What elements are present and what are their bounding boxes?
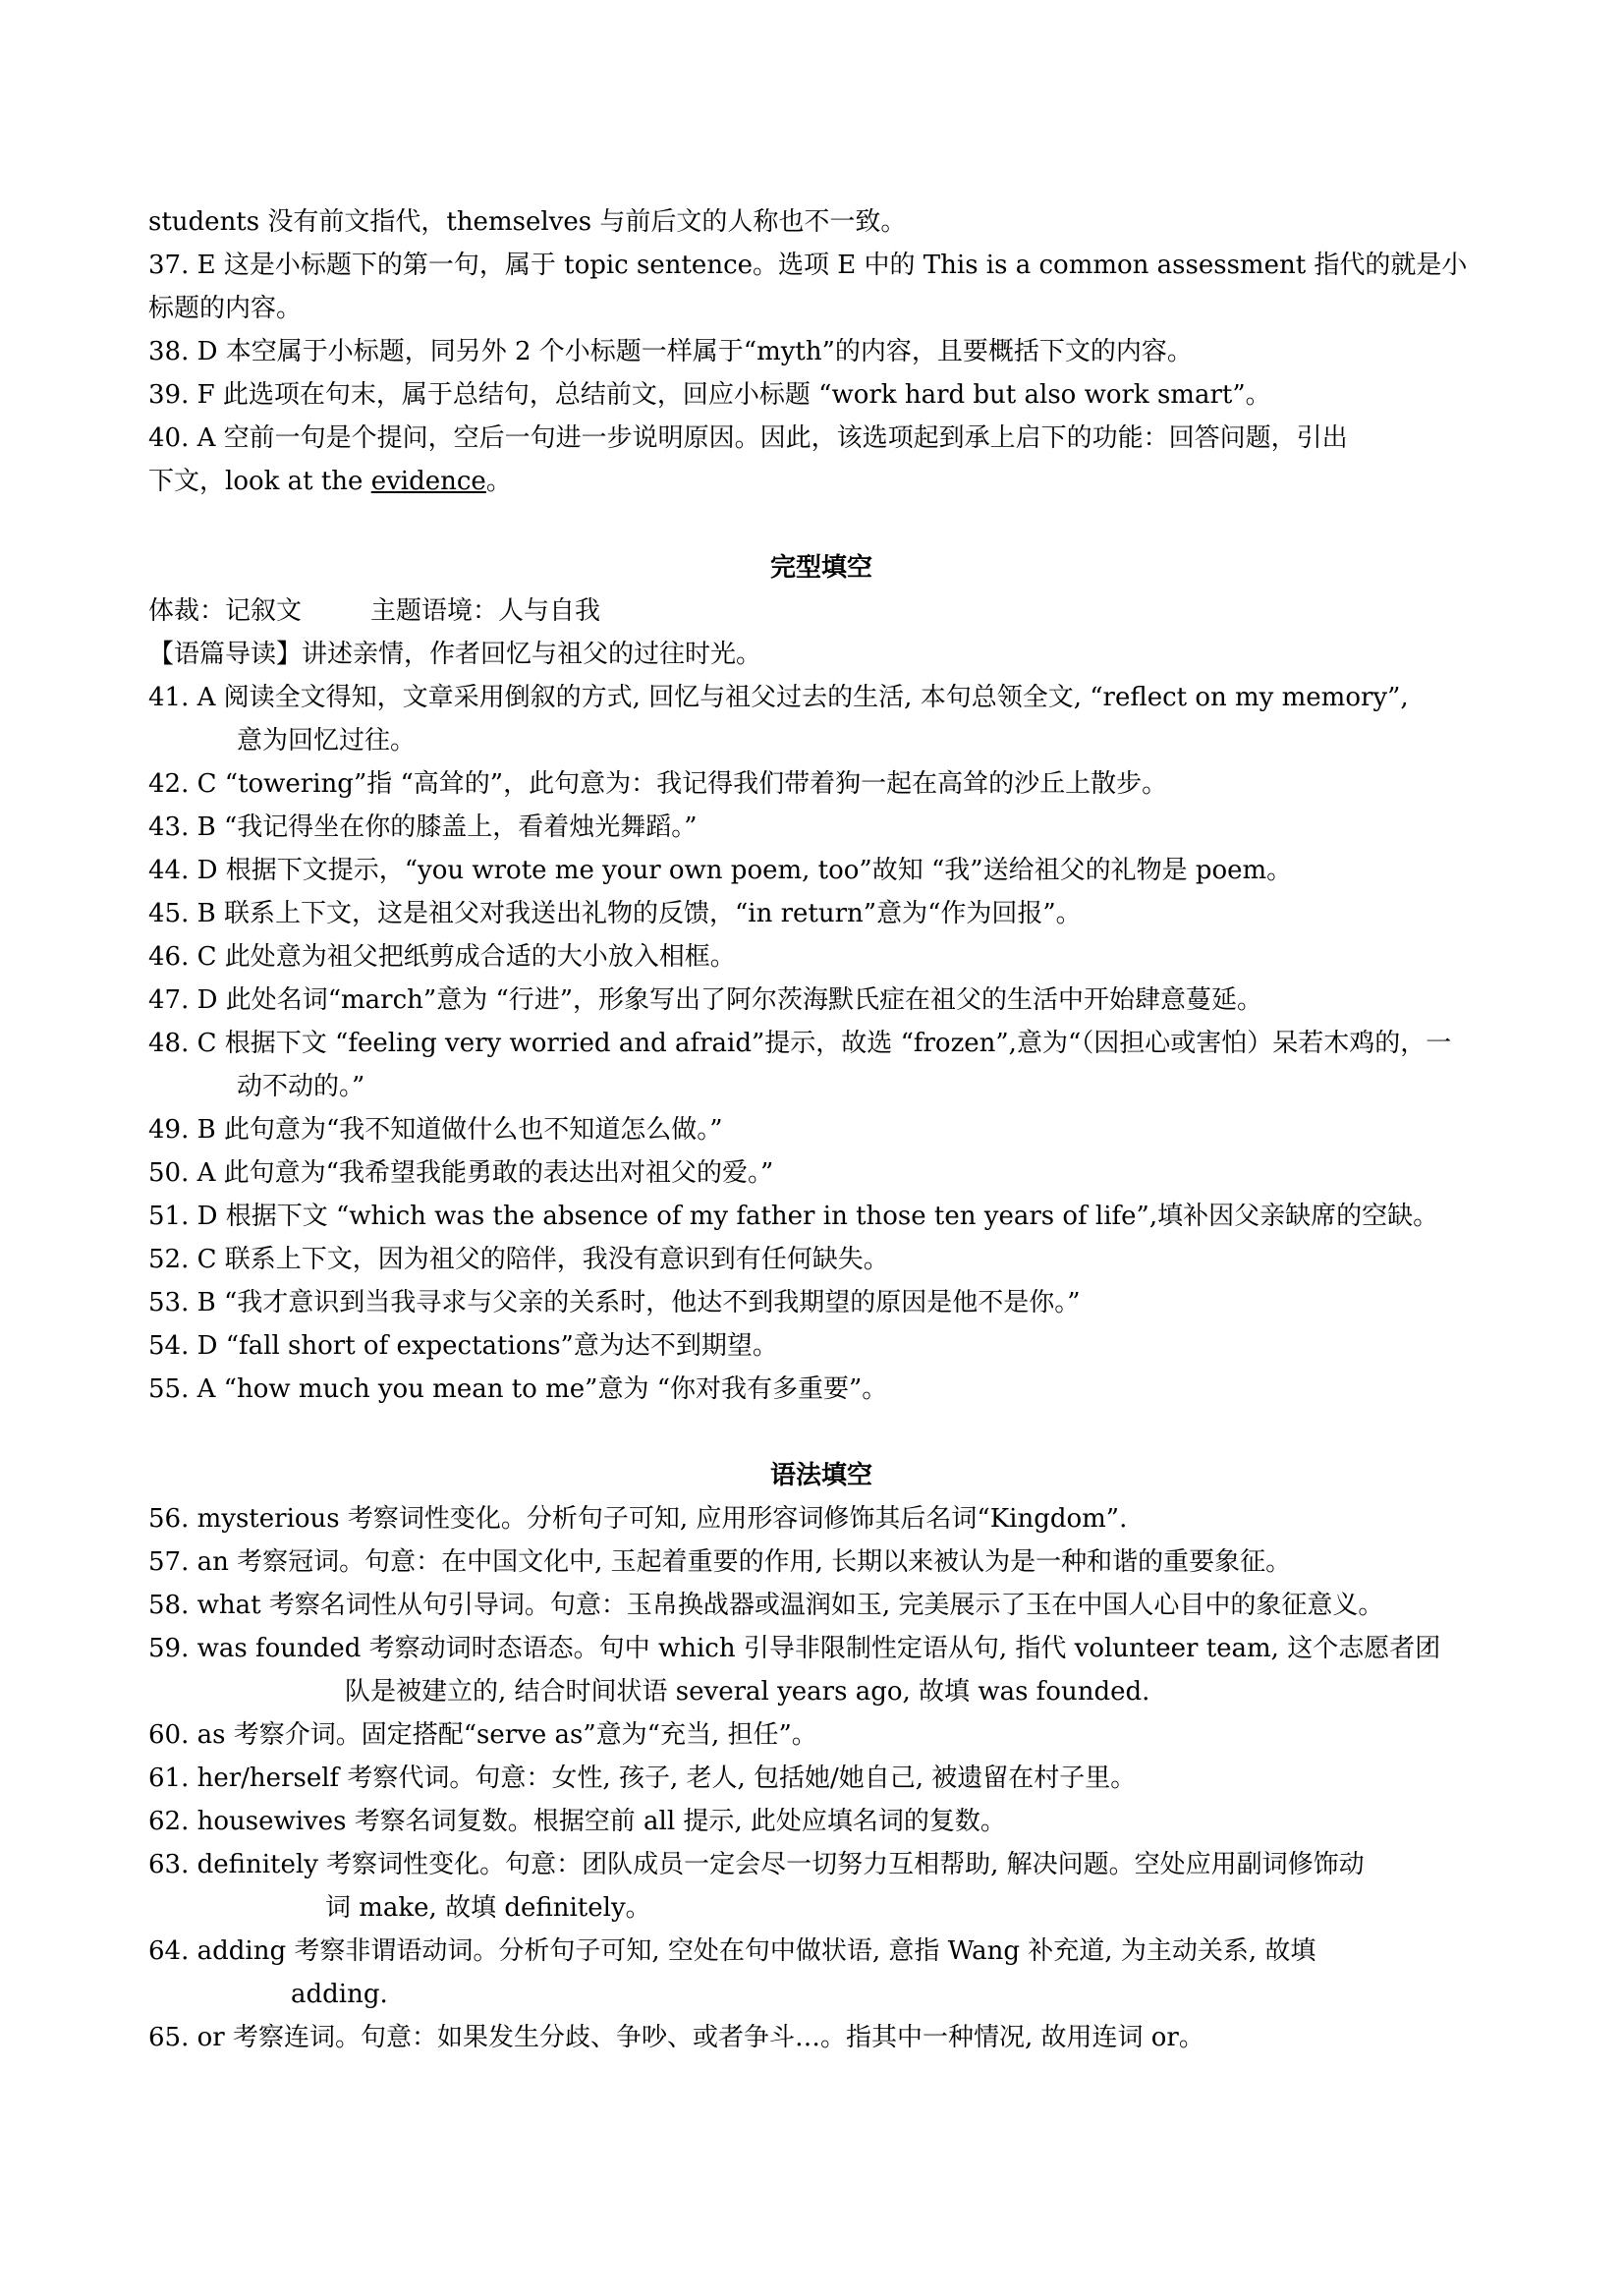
answer-62: 62. housewives 考察名词复数。根据空前 all 提示, 此处应填名词的复数。 — [148, 1807, 1006, 1836]
answer-48: 48. C 根据下文 “feeling very worried and afraid”提示，故选 “frozen”,意为“（因担心或害怕）呆若木鸡的，一 — [148, 1029, 1452, 1058]
answer-65: 65. or 考察连词。句意：如果发生分歧、争吵、或者争斗…。指其中一种情况, 故用连词 or。 — [148, 2023, 1204, 2052]
genre-theme-line — [148, 589, 1494, 633]
answer-line: students 没有前文指代，themselves 与前后文的人称也不一致。 — [148, 207, 907, 237]
answer-61: 61. her/herself 考察代词。句意：女性, 孩子, 老人, 包括她/她自己, 被遗留在村子里。 — [148, 1764, 1137, 1793]
genre: 体裁：记叙文 — [148, 596, 303, 626]
answer-59-continued: 队是被建立的, 结合时间状语 several years ago, 故填 was founded. — [345, 1677, 1150, 1707]
answer-49: 49. B 此句意为“我不知道做什么也不知道怎么做。” — [148, 1115, 723, 1145]
answer-63-continued: 词 make, 故填 definitely。 — [325, 1893, 651, 1923]
answer-50: 50. A 此句意为“我希望我能勇敢的表达出对祖父的爱。” — [148, 1158, 774, 1188]
section-heading: 语法填空 — [769, 1461, 872, 1490]
answer-41-continued: 意为回忆过往。 — [237, 726, 417, 756]
answer-53: 53. B “我才意识到当我寻求与父亲的关系时，他达不到我期望的原因是他不是你。” — [148, 1288, 1081, 1317]
answer-57: 57. an 考察冠词。句意：在中国文化中, 玉起着重要的作用, 长期以来被认为是一种和谐的重要象征。 — [148, 1547, 1292, 1577]
grammar-section — [148, 1454, 1494, 2059]
answer-46: 46. C 此处意为祖父把纸剪成合适的大小放入相框。 — [148, 942, 736, 972]
answer-59: 59. was founded 考察动词时态语态。句中 which 引导非限制性定语从句, 指代 volunteer team, 这个志愿者团 — [148, 1634, 1441, 1663]
reading-section — [148, 200, 1494, 503]
answer-37-continued: 标题的内容。 — [148, 294, 303, 323]
answer-58: 58. what 考察名词性从句引导词。句意：玉帛换战器或温润如玉, 完美展示了玉在中国人心目中的象征意义。 — [148, 1591, 1384, 1620]
text-span: 。 — [485, 467, 512, 496]
answer-key-content — [148, 200, 1494, 2059]
answer-43: 43. B “我记得坐在你的膝盖上，看着烛光舞蹈。” — [148, 812, 698, 842]
text-span: 下文，look at the — [148, 467, 371, 496]
answer-60: 60. as 考察介词。固定搭配“serve as”意为“充当, 担任”。 — [148, 1720, 817, 1750]
answer-41: 41. A 阅读全文得知，文章采用倒叙的方式, 回忆与祖父过去的生活, 本句总领全文, “reflect on my memory”, — [148, 683, 1409, 712]
answer-44: 44. D 根据下文提示，“you wrote me your own poem, too”故知 “我”送给祖父的礼物是 poem。 — [148, 856, 1293, 885]
answer-38: 38. D 本空属于小标题，同另外 2 个小标题一样属于“myth”的内容，且要概括下文的内容。 — [148, 337, 1193, 366]
answer-64-continued: adding. — [291, 1980, 388, 2009]
answer-54: 54. D “fall short of expectations”意为达不到期望。 — [148, 1331, 778, 1361]
section-heading: 完型填空 — [769, 553, 872, 583]
answer-37: 37. E 这是小标题下的第一句，属于 topic sentence。选项 E 中的 This is a common assessment 指代的就是小 — [148, 251, 1468, 280]
answer-47: 47. D 此处名词“march”意为 “行进”，形象写出了阿尔茨海默氏症在祖父的生活中开始肆意蔓延。 — [148, 985, 1263, 1015]
answer-40-continued — [148, 460, 1494, 503]
answer-63: 63. definitely 考察词性变化。句意：团队成员一定会尽一切努力互相帮助, 解决问题。空处应用副词修饰动 — [148, 1850, 1365, 1879]
answer-64: 64. adding 考察非谓语动词。分析句子可知, 空处在句中做状语, 意指 Wang 补充道, 为主动关系, 故填 — [148, 1936, 1316, 1966]
answer-40: 40. A 空前一句是个提问，空后一句进一步说明原因。因此，该选项起到承上启下的功能：回答问题，引出 — [148, 423, 1348, 453]
answer-51: 51. D 根据下文 “which was the absence of my father in those ten years of life”,填补因父亲缺席的空缺。 — [148, 1202, 1439, 1231]
cloze-section — [148, 546, 1494, 1411]
underlined-word: evidence — [370, 467, 486, 496]
answer-52: 52. C 联系上下文，因为祖父的陪伴，我没有意识到有任何缺失。 — [148, 1245, 889, 1274]
answer-48-continued: 动不动的。” — [237, 1072, 365, 1101]
answer-39: 39. F 此选项在句末，属于总结句，总结前文，回应小标题 “work hard but also work smart”。 — [148, 380, 1271, 410]
answer-45: 45. B 联系上下文，这是祖父对我送出礼物的反馈，“in return”意为“作为回报”。 — [148, 899, 1082, 928]
answer-42: 42. C “towering”指 “高耸的”，此句意为：我记得我们带着狗一起在高耸的沙丘上散步。 — [148, 769, 1168, 799]
answer-56: 56. mysterious 考察词性变化。分析句子可知, 应用形容词修饰其后名词“Kingdom”. — [148, 1504, 1128, 1534]
passage-guide: 【语篇导读】讲述亲情，作者回忆与祖父的过往时光。 — [148, 640, 762, 669]
theme: 主题语境：人与自我 — [370, 596, 601, 626]
answer-55: 55. A “how much you mean to me”意为 “你对我有多重要”。 — [148, 1374, 888, 1404]
